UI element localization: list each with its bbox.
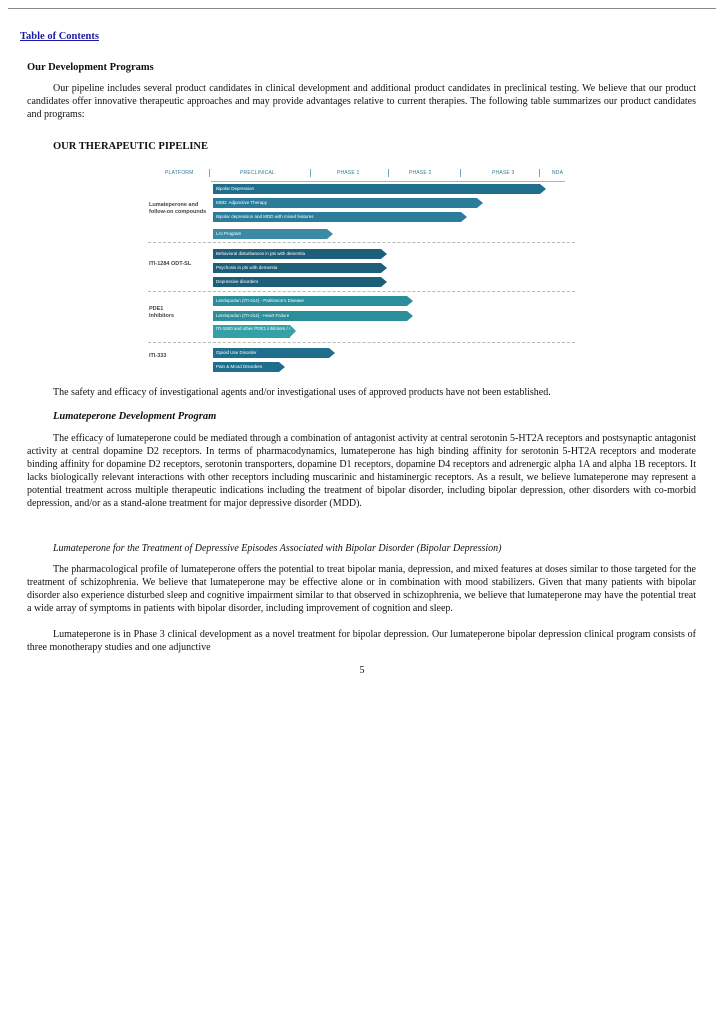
program-bar: ITI-1500 and other PDE1 inhibitors / Other indications — [213, 325, 290, 338]
top-divider — [8, 8, 716, 9]
header-nda: NDA — [552, 170, 564, 176]
platform-iti-1284: ITI-1284 ODT-SL — [149, 261, 192, 267]
program-bar: Bipolar depression and MDD with mixed features — [213, 212, 461, 222]
bipolar-paragraph: The pharmacological profile of lumateperone offers the potential to treat bipolar mania, depression, and mixed features at doses similar to those targeted for the treatment of schizophrenia. We believe that lumateperone may be effective alone or in combination with mood stabilizers. Given that many patients with bipolar disorder also experience disturbed sleep and cognitive impairment similar to that observed in schizophrenia, we believe that lumateperone may have the potential treat a wide array of symptoms in patients with bipolar disorder, including improvement of cognition and sleep. — [27, 564, 696, 614]
program-bar: Lenrispodun (ITI-214) - Parkinson's Disease — [213, 296, 407, 306]
intro-paragraph: Our pipeline includes several product candidates in clinical development and additional product candidates in preclinical testing. We believe that our product candidates offer innovative therapeutic approaches and may provide advantages relative to current therapies. The following table summarizes our product candidates and programs: — [27, 83, 696, 120]
table-of-contents-link[interactable]: Table of Contents — [20, 31, 99, 42]
program-bar: LAI Program — [213, 229, 327, 239]
header-phase3: PHASE 3 — [492, 170, 515, 176]
program-bar: MDD: Adjunctive Therapy — [213, 198, 477, 208]
header-phase2: PHASE 2 — [409, 170, 432, 176]
program-bar: Bipolar Depression — [213, 184, 540, 194]
pipeline-title: OUR THERAPEUTIC PIPELINE — [53, 141, 208, 152]
platform-lumateperone: Lumateperone and follow-on compounds — [149, 202, 207, 215]
platform-iti-333: ITI-333 — [149, 353, 167, 359]
lumateperone-paragraph: The efficacy of lumateperone could be mediated through a combination of antagonist activity at central serotonin 5-HT2A receptors and postsynaptic antagonist activity at central dopamine D2 receptors. In terms of pharmacodynamics, lumateperone has high binding affinity for serotonin 5-HT2A receptors and moderate binding affinity for dopamine D2 receptors, serotonin transporters, dopamine D1 receptors, dopamine D4 receptors and adrenergic alpha 1A and alpha 1B receptors. It lacks biologically relevant interactions with other receptors including muscarinic and histaminergic receptors. As a result, we believe lumateperone may represent a potential treatment across multiple therapeutic indications including the treatment of bipolar disorder, including bipolar depression, other disorders with co-morbid depression, and/or as a stand-alone treatment for major depressive disorder (MDD). — [27, 433, 696, 509]
header-platform: PLATFORM — [165, 170, 194, 176]
program-bar: Pain & Mood Disorders — [213, 362, 279, 372]
pipeline-chart — [145, 165, 585, 370]
phase3-paragraph: Lumateperone is in Phase 3 clinical development as a novel treatment for bipolar depression. Our lumateperone bipolar depression clinical program consists of three monotherapy studies and one adjunctive — [27, 629, 696, 653]
program-bar: Opioid Use Disorder — [213, 348, 329, 358]
program-bar: Psychosis in pts with dementia — [213, 263, 381, 273]
bipolar-heading: Lumateperone for the Treatment of Depressive Episodes Associated with Bipolar Disorder (Bipolar Depression) — [53, 543, 502, 554]
header-phase1: PHASE 1 — [337, 170, 360, 176]
lumateperone-heading: Lumateperone Development Program — [53, 411, 217, 422]
page-number: 5 — [359, 665, 365, 676]
program-bar: Depressive disorders — [213, 277, 381, 287]
platform-pde1: PDE1 Inhibitors — [149, 306, 175, 319]
program-bar: Lenrispodun (ITI-214) - Heart Failure — [213, 311, 407, 321]
header-preclinical: PRECLINICAL — [240, 170, 275, 176]
program-bar: Behavioral disturbances in pts with dementia — [213, 249, 381, 259]
section-title: Our Development Programs — [27, 62, 154, 73]
safety-note: The safety and efficacy of investigational agents and/or investigational uses of approved products have not been established. — [53, 387, 551, 398]
